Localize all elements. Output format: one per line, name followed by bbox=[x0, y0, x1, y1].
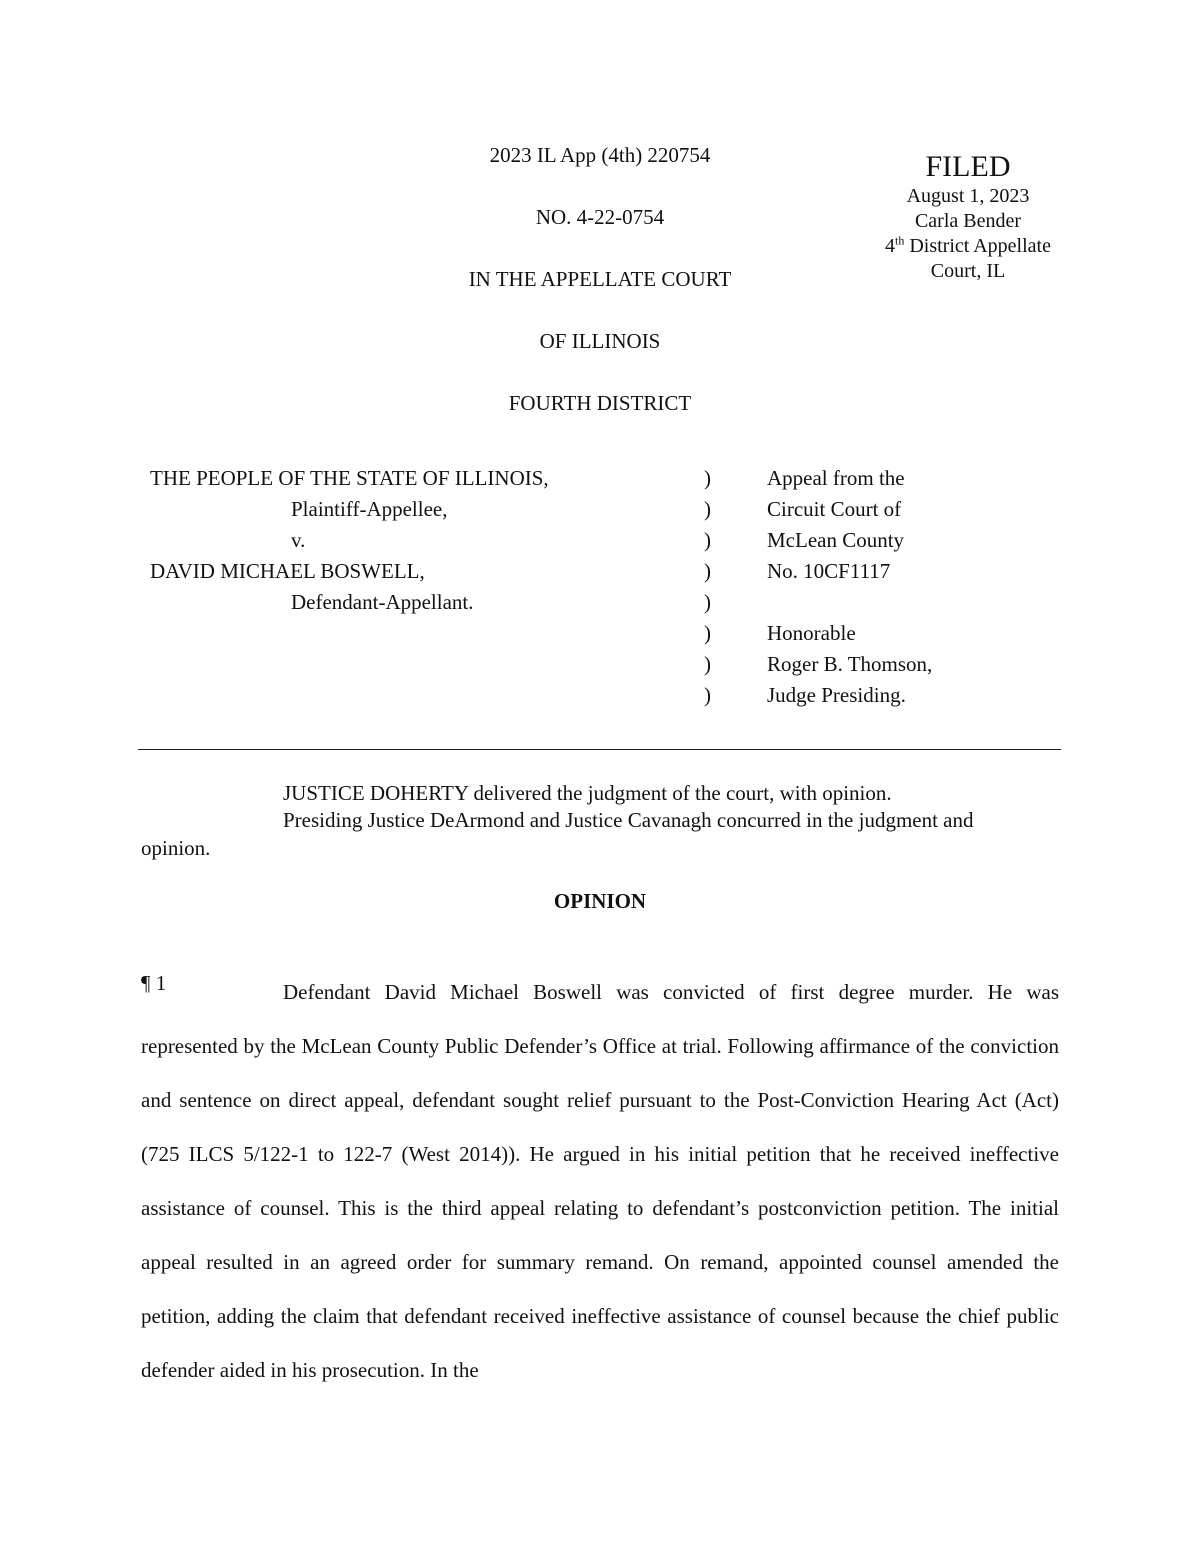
caption-paren: ) bbox=[704, 466, 711, 490]
caption-paren: ) bbox=[704, 528, 711, 552]
caption-paren: ) bbox=[704, 590, 711, 614]
judgment-line1: JUSTICE DOHERTY delivered the judgment of the court, with opinion. bbox=[283, 781, 892, 805]
opinion-paragraph: Defendant David Michael Boswell was convicted of first degree murder. He was represented by the McLean County Public Defender’s Office at trial. Following affirmance of the conviction and sentence on direct appeal, defendant sought relief pursuant to the Post-Conviction Hearing Act (Act) (725 ILCS 5/122-1 to 122-7 (West 2014)). He argued in his initial petition that he received ineffective assistance of counsel. This is the third appeal relating to defendant’s postconviction petition. The initial appeal resulted in an agreed order for summary remand. On remand, appointed counsel amended the petition, adding the claim that defendant received ineffective assistance of counsel because the chief public defender aided in his prosecution. In the bbox=[141, 980, 1059, 1382]
caption-plaintiff: THE PEOPLE OF THE STATE OF ILLINOIS, bbox=[150, 466, 549, 490]
filed-court: Court, IL bbox=[930, 260, 1006, 282]
court-name-line1: IN THE APPELLATE COURT bbox=[468, 267, 732, 291]
caption-plaintiff-role: Plaintiff-Appellee, bbox=[291, 497, 448, 521]
caption-defendant-role: Defendant-Appellant. bbox=[291, 590, 474, 614]
caption-paren: ) bbox=[704, 652, 711, 676]
filed-district bbox=[868, 234, 1068, 259]
judgment-line3: opinion. bbox=[141, 836, 211, 860]
filed-clerk: Carla Bender bbox=[914, 210, 1022, 232]
caption-paren: ) bbox=[704, 497, 711, 521]
appeal-line5: Honorable bbox=[767, 621, 856, 645]
caption-defendant: DAVID MICHAEL BOSWELL, bbox=[150, 559, 425, 583]
caption-paren: ) bbox=[704, 559, 711, 583]
judgment-line2: Presiding Justice DeArmond and Justice Cavanagh concurred in the judgment and bbox=[283, 808, 974, 832]
filed-district-suffix: th bbox=[895, 233, 905, 248]
court-district: FOURTH DISTRICT bbox=[508, 391, 692, 415]
appeal-case-number: No. 10CF1117 bbox=[767, 559, 891, 583]
appeal-line3: McLean County bbox=[767, 528, 905, 552]
paragraph-number: ¶ 1 bbox=[141, 971, 167, 995]
appeal-line1: Appeal from the bbox=[767, 466, 905, 490]
appeal-line2: Circuit Court of bbox=[767, 497, 902, 521]
docket-number: NO. 4-22-0754 bbox=[535, 205, 665, 229]
caption-paren: ) bbox=[704, 683, 711, 707]
filed-title: FILED bbox=[925, 150, 1011, 183]
filed-district-text: District Appellate bbox=[904, 235, 1051, 257]
filed-stamp bbox=[868, 150, 1068, 284]
appeal-judge-name: Roger B. Thomson, bbox=[767, 652, 933, 676]
opinion-heading: OPINION bbox=[553, 889, 647, 913]
court-name-line2: OF ILLINOIS bbox=[539, 329, 661, 353]
filed-date: August 1, 2023 bbox=[906, 185, 1030, 207]
case-citation: 2023 IL App (4th) 220754 bbox=[489, 143, 711, 167]
caption-divider bbox=[138, 749, 1061, 750]
appeal-line7: Judge Presiding. bbox=[767, 683, 906, 707]
filed-district-number: 4 bbox=[885, 235, 895, 257]
caption-versus: v. bbox=[291, 528, 306, 552]
caption-paren: ) bbox=[704, 621, 711, 645]
